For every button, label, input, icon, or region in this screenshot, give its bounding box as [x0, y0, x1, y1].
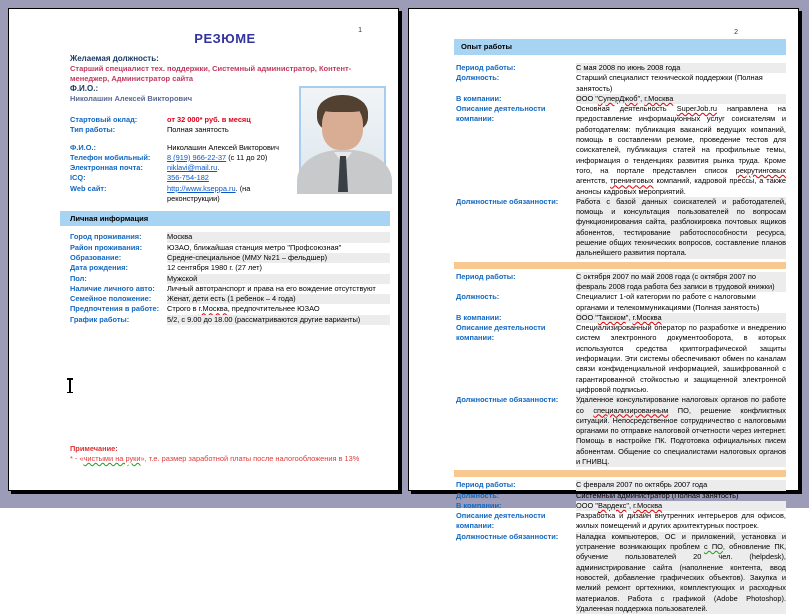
job-entry-2	[454, 272, 786, 468]
table-row	[70, 243, 390, 253]
job-row-period	[454, 480, 786, 490]
salary-fields	[70, 115, 300, 136]
table-row	[70, 232, 390, 242]
row-label: Период работы:	[456, 480, 516, 490]
page2-content	[454, 39, 786, 614]
row-value: Специализированный оператор по разработке и внедрению систем электронного документооборота, в которых используются средства криптографической защиты информации. Эти системы обеспечивают обмен по каналам связи конфиденциальной информацией, зашифрованной с гарантированной стойкостью и защищенной электронной цифровой подписью.	[576, 323, 786, 394]
row-label: В компании:	[456, 312, 502, 322]
row-value: Строго в г.Москва, предпочтительнее ЮЗАО	[167, 304, 320, 314]
row-value: 12 сентября 1980 г. (27 лет)	[167, 263, 263, 273]
page-number: 1	[358, 27, 362, 34]
row-value: Старший специалист технической поддержки (Полная занятость)	[576, 73, 763, 93]
note-label: Примечание:	[70, 444, 118, 453]
row-value: Наладка компьютеров, ОС и приложений, установка и устранение возникающих проблем с ПО, обновление ПК, обучение пользователей 20 чел. (helpdesk), администрирование сайта (наполнение контента, ввод новостей, добавление графических объектов). Закупка и мелкий ремонт оргтехники, комплектующих и расходных материалов. Работа с графикой (Adobe Photoshop). Удаленная поддержка пользователей.	[576, 531, 786, 613]
job-row-company	[454, 94, 786, 104]
field-value	[167, 184, 300, 205]
row-value: Москва	[167, 232, 390, 242]
row-label: Должность:	[456, 73, 500, 83]
job-row-position	[454, 292, 786, 313]
row-label: Дата рождения:	[70, 263, 128, 273]
row-value: 5/2, с 9.00 до 18.00 (рассматриваются другие варианты)	[167, 315, 390, 325]
table-row	[70, 294, 390, 304]
table-row	[70, 284, 390, 294]
row-value: Женат, дети есть (1 ребенок – 4 года)	[167, 294, 390, 304]
field-label: ICQ:	[70, 173, 86, 183]
personal-info-table	[70, 232, 390, 325]
field-label: Ф.И.О.:	[70, 142, 96, 152]
desired-position-label: Желаемая должность:	[70, 54, 159, 63]
field-row	[70, 143, 300, 153]
email-link[interactable]: niklavi@mail.ru	[167, 163, 218, 173]
field-row	[70, 153, 300, 163]
field-value	[167, 143, 300, 153]
section-header-personal: Личная информация	[60, 211, 390, 226]
row-value: ООО "Такском", г.Москва	[576, 313, 786, 323]
table-row	[70, 304, 390, 314]
row-label: Семейное положение:	[70, 294, 152, 304]
row-value: Основная деятельность SuperJob.ru направлена на предоставление информационных услуг соискателям и работодателям: публикация вакансий ведущих компаний, помощь в составлении резюме, проведение тестов для соискателей, публикация статей на профильные темы, информация о тенденциях развития рынка труда. Кроме того, на портале представлен список рекрутинговых агентств, тренинговых компаний, кадровой прессы, а также анонсы кадровых мероприятий.	[576, 104, 786, 196]
photo-fringe	[320, 98, 365, 112]
row-value: С мая 2008 по июнь 2008 года	[576, 63, 786, 73]
field-label: Тип работы:	[70, 125, 116, 135]
field-value	[167, 173, 300, 183]
row-value: ЮЗАО, ближайшая станция метро "Профсоюзная"	[167, 242, 342, 252]
fio-value: Николашин Алексей Викторович	[70, 94, 193, 103]
row-label: График работы:	[70, 314, 130, 324]
row-value: Средне-специальное (ММУ №21 – фельдшер)	[167, 253, 390, 263]
field-label: Электронная почта:	[70, 163, 143, 173]
field-text: Николашин Алексей Викторович	[167, 142, 279, 152]
field-label: Телефон мобильный:	[70, 152, 151, 162]
field-text: .	[217, 163, 220, 173]
row-value: Системный администратор (Полная занятость)	[576, 490, 739, 500]
job-row-description	[454, 323, 786, 395]
row-label: Должность:	[456, 292, 500, 302]
row-value: С октября 2007 по май 2008 года (с октября 2007 по февраль 2008 года работа без записи в трудовой книжки)	[576, 272, 786, 293]
page-number: 2	[734, 29, 738, 36]
resume-page-2	[408, 8, 799, 613]
field-label: Web сайт:	[70, 183, 107, 193]
row-label: Предпочтения в работе:	[70, 304, 160, 314]
text-cursor	[69, 379, 71, 392]
field-text: . (на реконструкции)	[167, 183, 251, 204]
icq-link[interactable]: 356-754-182	[167, 173, 209, 183]
job-row-company	[454, 313, 786, 323]
row-label: Описание деятельности компании:	[456, 323, 546, 343]
row-value: ООО "Вардекс", г.Москва	[576, 501, 786, 511]
field-row	[70, 163, 300, 173]
row-label: Район проживания:	[70, 242, 143, 252]
row-label: Период работы:	[456, 271, 516, 281]
job-row-position	[454, 491, 786, 501]
job-row-description	[454, 511, 786, 532]
field-row	[70, 173, 300, 183]
contact-fields	[70, 143, 300, 205]
field-row	[70, 115, 300, 125]
row-label: Наличие личного авто:	[70, 283, 155, 293]
row-label: Описание деятельности компании:	[456, 104, 546, 124]
row-value: Специалист 1-ой категории по работе с налоговыми органами и телекоммуникациями (Полная занятость)	[576, 292, 760, 312]
table-row	[70, 263, 390, 273]
field-value: Полная занятость	[167, 125, 229, 135]
field-value	[167, 163, 300, 173]
row-value: Разработка и дизайн внутренних интерьеров для офисов, жилых помещений и других архитектурных построек.	[576, 511, 786, 531]
resume-title: РЕЗЮМЕ	[194, 31, 256, 46]
field-row	[70, 125, 300, 135]
job-row-period	[454, 63, 786, 73]
row-label: Должность:	[456, 490, 500, 500]
table-row	[70, 315, 390, 325]
row-label: Образование:	[70, 252, 122, 262]
job-row-duties	[454, 395, 786, 467]
job-row-duties	[454, 197, 786, 259]
row-label: В компании:	[456, 93, 502, 103]
table-row	[70, 274, 390, 284]
job-entry-1	[454, 63, 786, 259]
experience-list	[454, 63, 786, 614]
job-separator	[454, 470, 786, 477]
job-row-duties	[454, 532, 786, 614]
field-value	[167, 153, 300, 163]
row-label: Должностные обязанности:	[456, 196, 559, 206]
field-label: Стартовый оклад:	[70, 115, 138, 124]
field-text: (с 11 до 20)	[226, 152, 268, 162]
job-separator	[454, 262, 786, 269]
desired-position-value: Старший специалист тех. поддержки, Системный администратор, Контент-менеджер, Администратор сайта	[70, 64, 352, 83]
applicant-photo	[299, 86, 386, 194]
row-label: Должностные обязанности:	[456, 395, 559, 405]
job-row-description	[454, 104, 786, 197]
section-header-experience: Опыт работы	[454, 39, 786, 55]
job-row-company	[454, 501, 786, 511]
website-link[interactable]: http://www.kseppa.ru	[167, 183, 236, 193]
field-row	[70, 184, 300, 205]
row-value: С февраля 2007 по октябрь 2007 года	[576, 480, 786, 490]
job-row-position	[454, 73, 786, 94]
row-label: Пол:	[70, 273, 87, 283]
phone-link[interactable]: 8 (919) 966-22-37	[167, 152, 227, 162]
row-value: Мужской	[167, 274, 390, 284]
row-label: Период работы:	[456, 63, 516, 72]
row-value: Личный автотранспорт и права на его вождение отсутствуют	[167, 283, 376, 293]
note-text: * - «чистыми на руки», т.е. размер заработной платы после налогообложения в 13%	[70, 454, 360, 463]
row-label: Описание деятельности компании:	[456, 511, 546, 531]
job-entry-3	[454, 480, 786, 614]
row-value: Удаленное консультирование налоговых органов по работе со специализированным ПО, решение конфликтных ситуаций. Непосредственное сотрудничество с налоговыми органами по отправке налоговой отчетности через интернет. Помощь в настройке ПК. Подготовка официальных писем абонентам. Общение со специалистами налоговых органов и ГНИВЦ.	[576, 395, 786, 466]
fio-label: Ф.И.О.:	[70, 84, 99, 93]
row-label: В компании:	[456, 500, 502, 510]
salary-value: от 32 000* руб. в месяц	[167, 115, 251, 124]
resume-page-1	[8, 8, 399, 491]
row-label: Город проживания:	[70, 232, 142, 242]
row-value: ООО "СуперДжоб", г.Москва	[576, 94, 786, 104]
note-block	[70, 444, 380, 464]
job-row-period	[454, 272, 786, 293]
row-label: Должностные обязанности:	[456, 531, 559, 541]
row-value: Работа с базой данных соискателей и работодателей, помощь и консультация пользователей по вопросам функционирования сайта, разблокировка почтовых ящиков абонентов, тестирование работоспособности ресурса, решение общих технических вопросов, составление планов дальнейшего развития портала.	[576, 196, 786, 258]
table-row	[70, 253, 390, 263]
